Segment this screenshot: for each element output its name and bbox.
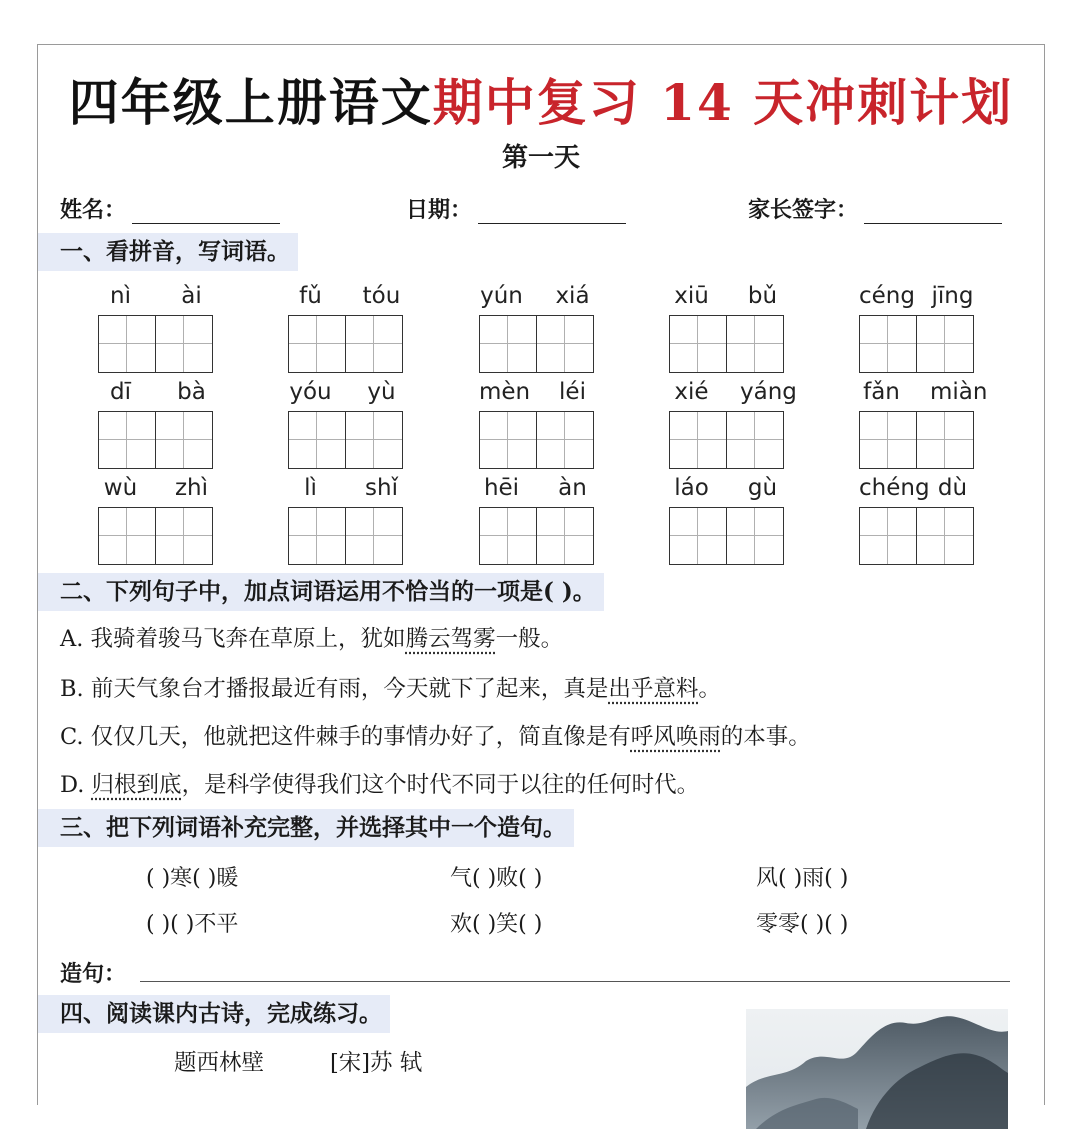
pinyin-syllable: fǔ [299,283,322,309]
pinyin-label [98,279,214,313]
pinyin-syllable: yáng [740,379,797,405]
pinyin-syllable: dù [937,475,968,501]
tian-zi-ge-box[interactable] [479,411,537,469]
pinyin-syllable: tóu [362,283,401,309]
option-b [60,671,721,703]
pinyin-syllable: yù [367,379,396,405]
section-3-heading: 三、把下列词语补充完整，并选择其中一个造句。 [38,809,574,847]
date-label: 日期： [406,197,473,223]
tian-zi-ge-box[interactable] [479,507,537,565]
pinyin-syllable: láo [674,475,709,501]
character-writing-boxes [98,315,214,373]
tian-zi-ge-box[interactable] [536,315,594,373]
option-d-suffix: ，是科学使得我们这个时代不同于以往的任何时代。 [181,772,700,798]
pinyin-syllable: miàn [930,379,988,405]
name-blank[interactable] [132,201,280,224]
tian-zi-ge-box[interactable] [155,315,213,373]
option-a-suffix: 一般。 [495,626,564,652]
pinyin-label [98,471,214,505]
character-writing-boxes [479,315,595,373]
pinyin-syllable: nì [110,283,131,309]
tian-zi-ge-box[interactable] [669,507,727,565]
pinyin-syllable: jīng [931,283,974,309]
character-writing-boxes [98,507,214,565]
mountain-icon [746,1009,1008,1129]
parent-sign-label: 家长签字： [748,197,859,223]
pinyin-syllable: àn [558,475,587,501]
pinyin-syllable: céng [859,283,915,309]
tian-zi-ge-box[interactable] [288,411,346,469]
tian-zi-ge-box[interactable] [859,411,917,469]
option-b-prefix: B. 前天气象台才播报最近有雨，今天就下了起来，真是 [60,676,609,702]
option-d-prefix: D. [60,772,92,798]
tian-zi-ge-box[interactable] [726,411,784,469]
character-writing-boxes [288,411,404,469]
pinyin-syllable: xiū [674,283,709,309]
fill-word-2[interactable]: 气( )败( ) [450,866,543,891]
date-blank[interactable] [478,201,626,224]
pinyin-label [98,375,214,409]
tian-zi-ge-box[interactable] [726,507,784,565]
sentence-label: 造句： [60,961,127,987]
pinyin-label [669,375,797,409]
section-2-heading: 二、下列句子中，加点词语运用不恰当的一项是( )。 [38,573,604,611]
section-4-heading: 四、阅读课内古诗，完成练习。 [38,995,390,1033]
sentence-field[interactable] [60,957,126,988]
section-1-heading: 一、看拼音，写词语。 [38,233,298,271]
tian-zi-ge-box[interactable] [98,411,156,469]
tian-zi-ge-box[interactable] [669,315,727,373]
pinyin-syllable: hēi [483,475,520,501]
tian-zi-ge-box[interactable] [536,411,594,469]
pinyin-syllable: léi [559,379,586,405]
pinyin-label [479,471,595,505]
option-d-dotted-word: 归根到底 [91,772,182,798]
fill-word-6[interactable]: 零零( )( ) [756,912,849,937]
option-d [60,767,699,799]
pinyin-syllable: bǔ [747,283,778,309]
worksheet [37,44,1045,1105]
option-b-dotted-word: 出乎意料 [608,676,699,702]
pinyin-label [669,471,785,505]
pinyin-syllable: bà [177,379,206,405]
option-b-suffix: 。 [698,676,721,702]
pinyin-label [859,279,975,313]
tian-zi-ge-box[interactable] [479,315,537,373]
pinyin-syllable: xiá [555,283,590,309]
pinyin-label [669,279,785,313]
date-field[interactable] [406,193,626,224]
tian-zi-ge-box[interactable] [155,507,213,565]
name-field[interactable] [60,193,280,224]
parent-sign-blank[interactable] [864,201,1002,224]
parent-sign-field[interactable] [748,193,1002,224]
character-writing-boxes [479,507,595,565]
sentence-blank[interactable] [140,981,1010,982]
tian-zi-ge-box[interactable] [859,507,917,565]
tian-zi-ge-box[interactable] [726,315,784,373]
character-writing-boxes [669,315,785,373]
pinyin-syllable: ài [181,283,202,309]
character-writing-boxes [859,411,975,469]
option-c-prefix: C. 仅仅几天，他就把这件棘手的事情办好了，简直像是有 [60,724,631,750]
mountain-painting-illustration [746,1009,1008,1129]
pinyin-label [859,375,988,409]
fill-word-5[interactable]: 欢( )笑( ) [450,912,543,937]
tian-zi-ge-box[interactable] [345,411,403,469]
tian-zi-ge-box[interactable] [288,315,346,373]
character-writing-boxes [288,507,404,565]
pinyin-label [859,471,975,505]
character-writing-boxes [479,411,595,469]
pinyin-syllable: shǐ [365,475,398,501]
option-a [60,621,563,653]
pinyin-label [288,471,404,505]
character-writing-boxes [98,411,214,469]
tian-zi-ge-box[interactable] [155,411,213,469]
tian-zi-ge-box[interactable] [98,315,156,373]
pinyin-syllable: yóu [289,379,332,405]
tian-zi-ge-box[interactable] [98,507,156,565]
character-writing-boxes [669,507,785,565]
fill-word-3[interactable]: 风( )雨( ) [756,866,849,891]
pinyin-label [288,375,404,409]
tian-zi-ge-box[interactable] [916,411,974,469]
option-c-suffix: 的本事。 [720,724,811,750]
option-c-dotted-word: 呼风唤雨 [630,724,721,750]
option-a-prefix: A. 我骑着骏马飞奔在草原上，犹如 [60,626,406,652]
pinyin-syllable: lì [304,475,317,501]
pinyin-syllable: gù [747,475,778,501]
fill-word-4[interactable]: ( )( )不平 [146,912,239,937]
character-writing-boxes [669,411,785,469]
pinyin-syllable: xié [674,379,709,405]
worksheet-title [38,63,1044,135]
option-a-dotted-word: 腾云驾雾 [405,626,496,652]
pinyin-syllable: mèn [479,379,531,405]
pinyin-label [479,375,595,409]
name-label: 姓名： [60,197,127,223]
character-writing-boxes [288,315,404,373]
day-label: 第一天 [501,143,580,173]
poem-author: [宋]苏 轼 [330,1050,423,1076]
pinyin-syllable: fǎn [863,379,900,405]
tian-zi-ge-box[interactable] [345,507,403,565]
tian-zi-ge-box[interactable] [916,315,974,373]
option-c [60,719,811,751]
character-writing-boxes [859,507,975,565]
pinyin-label [479,279,595,313]
pinyin-syllable: wù [103,475,138,501]
title-black-part: 四年级上册语文 [68,73,433,132]
character-writing-boxes [859,315,975,373]
pinyin-syllable: zhì [174,475,209,501]
pinyin-syllable: yún [480,283,523,309]
pinyin-syllable: dī [110,379,131,405]
tian-zi-ge-box[interactable] [288,507,346,565]
tian-zi-ge-box[interactable] [536,507,594,565]
pinyin-syllable: chéng [859,475,930,501]
pinyin-label [288,279,404,313]
fill-word-1[interactable]: ( )寒( )暖 [146,866,239,891]
title-red-part: 期中复习 14 天冲刺计划 [432,73,1014,132]
tian-zi-ge-box[interactable] [345,315,403,373]
tian-zi-ge-box[interactable] [859,315,917,373]
poem-title: 题西林壁 [174,1050,265,1076]
tian-zi-ge-box[interactable] [669,411,727,469]
tian-zi-ge-box[interactable] [916,507,974,565]
